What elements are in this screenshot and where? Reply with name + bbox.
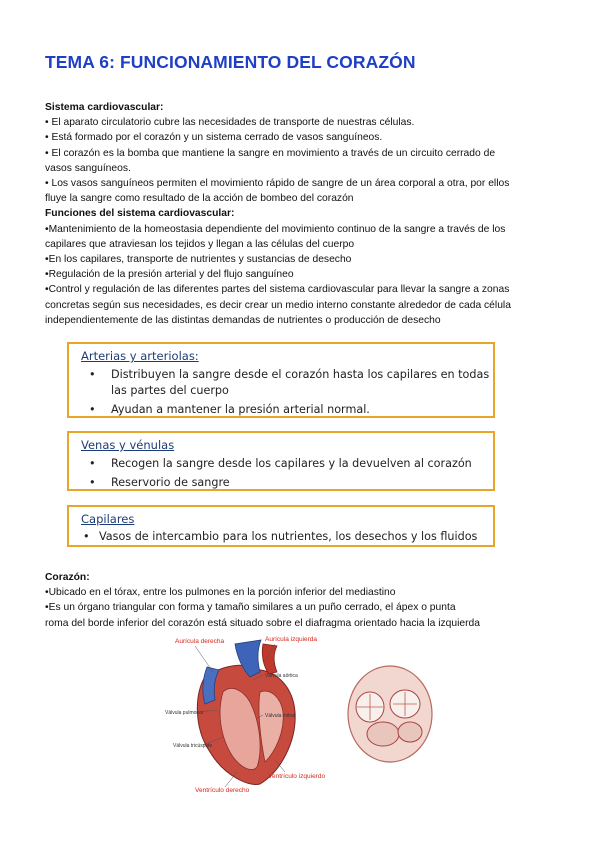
corazon-line: •Es un órgano triangular con forma y tamaño similares a un puño cerrado, el ápex o punta	[45, 602, 456, 614]
funciones-line: •Mantenimiento de la homeostasia dependiente del movimiento continuo de la sangre a través de los	[45, 223, 506, 235]
sistema-heading: Sistema cardiovascular:	[45, 102, 164, 113]
bullet: •	[89, 368, 96, 381]
venas-list	[81, 456, 493, 491]
funciones-line: capilares que atraviesan los tejidos y llegan a las células del cuerpo	[45, 238, 355, 250]
capilares-list	[81, 529, 493, 545]
label-valvula-tricuspide: Válvula tricúspide	[173, 743, 213, 749]
list-item-text: Ayudan a mantener la presión arterial normal.	[111, 403, 370, 416]
bullet: •	[89, 403, 96, 416]
list-item	[81, 456, 493, 472]
venas-heading: Venas y vénulas	[81, 438, 175, 452]
capilares-heading: Capilares	[81, 512, 135, 526]
list-item-text: Recogen la sangre desde los capilares y la devuelven al corazón	[111, 457, 472, 470]
funciones-line: •En los capilares, transporte de nutrientes y sustancias de desecho	[45, 254, 352, 266]
label-auricula-izquierda: Aurícula izquierda	[265, 636, 318, 643]
list-item	[81, 475, 493, 491]
corazon-line: roma del borde inferior del corazón está situado sobre el diafragma orientado hacia la izquierda	[45, 617, 481, 629]
label-ventriculo-izquierdo: Ventrículo izquierdo	[268, 773, 326, 780]
label-valvula-aortica: Válvula aórtica	[265, 673, 298, 679]
heart-anatomy-figure	[165, 632, 440, 797]
list-item-text: Distribuyen la sangre desde el corazón hasta los capilares en todas las partes del cuerpo	[111, 368, 490, 397]
funciones-line: •Regulación de la presión arterial y del flujo sanguíneo	[45, 269, 294, 281]
capilares-box	[67, 505, 495, 547]
venas-box	[67, 431, 495, 491]
list-item	[81, 529, 493, 545]
bullet: •	[89, 457, 96, 470]
bullet: •	[83, 530, 90, 543]
corazon-line: •Ubicado en el tórax, entre los pulmones en la porción inferior del mediastino	[45, 587, 396, 599]
corazon-heading: Corazón:	[45, 572, 90, 583]
label-valvula-mitral: Válvula mitral	[265, 713, 296, 719]
corazon-section	[45, 570, 555, 631]
arterias-box	[67, 342, 495, 418]
sistema-line: • El aparato circulatorio cubre las necesidades de transporte de nuestras células.	[45, 117, 415, 129]
funciones-line: independientemente de las distintas demandas de nutrientes o producción de desecho	[45, 314, 441, 326]
valves-illustration	[348, 666, 432, 762]
label-auricula-derecha: Aurícula derecha	[175, 638, 225, 645]
list-item-text: Vasos de intercambio para los nutrientes, los desechos y los fluidos	[99, 530, 478, 543]
list-item	[81, 402, 493, 418]
label-ventriculo-derecho: Ventrículo derecho	[195, 787, 250, 794]
label-valvula-pulmonar: Válvula pulmonar	[165, 710, 204, 716]
funciones-line: concretas según sus necesidades, es decir crear un medio interno constante alrededor de cada célula	[45, 299, 511, 311]
sistema-line: • El corazón es la bomba que mantiene la sangre en movimiento a través de un circuito cerrado de	[45, 147, 496, 159]
list-item-text: Reservorio de sangre	[111, 476, 230, 489]
arterias-list	[81, 367, 493, 418]
sistema-line: vasos sanguíneos.	[45, 162, 131, 174]
sistema-section	[45, 100, 555, 328]
funciones-heading: Funciones del sistema cardiovascular:	[45, 208, 235, 220]
list-item	[81, 367, 493, 399]
arterias-heading: Arterias y arteriolas:	[81, 349, 199, 363]
sistema-line: fluye la sangre como resultado de la acción de bombeo del corazón	[45, 193, 354, 205]
funciones-line: •Control y regulación de las diferentes partes del sistema cardiovascular para llevar la sangre a zonas	[45, 284, 510, 296]
sistema-line: • Está formado por el corazón y un sistema cerrado de vasos sanguíneos.	[45, 132, 383, 144]
sistema-line: • Los vasos sanguíneos permiten el movimiento rápido de sangre de un área corporal a otra, por ellos	[45, 178, 510, 190]
bullet: •	[89, 476, 96, 489]
page-title: TEMA 6: FUNCIONAMIENTO DEL CORAZÓN	[45, 52, 416, 72]
